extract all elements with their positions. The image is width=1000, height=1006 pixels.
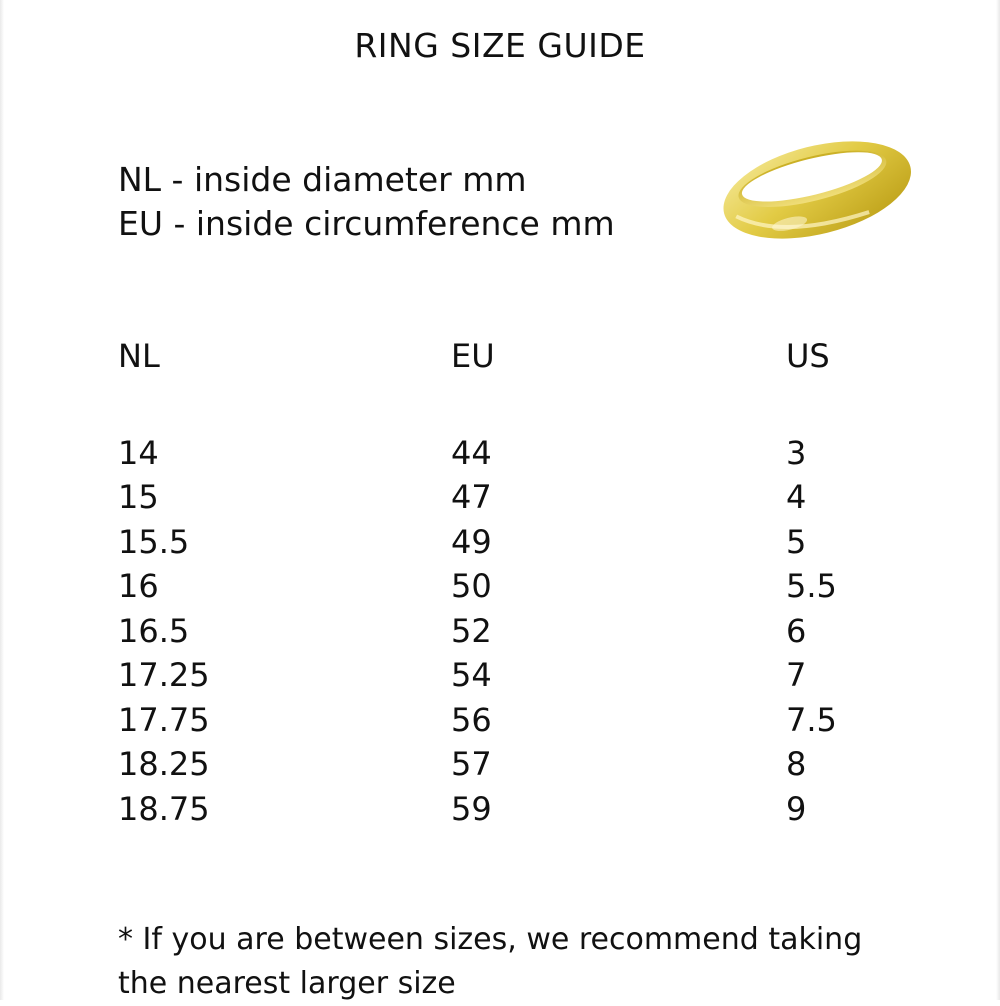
us-column-header: US [786,337,830,375]
us-cell: 9 [786,789,807,828]
eu-cell: 52 [451,611,492,650]
eu-cell: 56 [451,700,492,739]
nl-cell: 17.75 [118,700,210,739]
size-legend [118,158,615,246]
us-cell: 7.5 [786,700,837,739]
nl-cell: 14 [118,433,159,472]
eu-cell: 50 [451,567,492,605]
nl-cell: 16.5 [118,611,190,650]
eu-column [451,334,495,831]
us-cell: 8 [786,745,807,783]
eu-cell: 44 [451,433,492,472]
eu-cell: 59 [451,789,492,828]
us-column [786,334,837,831]
nl-column-header: NL [118,337,160,375]
sizing-note-line-1: * If you are between sizes, we recommend taking [118,922,863,957]
eu-cell: 49 [451,522,492,561]
eu-cell: 57 [451,745,492,783]
nl-column [118,334,210,831]
nl-cell: 16 [118,567,159,605]
us-cell: 7 [786,656,807,694]
eu-column-header: EU [451,337,495,375]
gold-ring-icon [712,124,922,254]
us-cell: 4 [786,478,807,516]
eu-cell: 47 [451,478,492,516]
us-cell: 5.5 [786,567,837,605]
sizing-note-line-2: the nearest larger size [118,966,456,1001]
right-page-edge [996,0,1000,1000]
nl-cell: 17.25 [118,656,210,694]
eu-cell: 54 [451,656,492,694]
us-cell: 3 [786,433,807,472]
page-title: RING SIZE GUIDE [354,26,646,65]
sizing-note [118,918,918,1006]
left-page-edge [0,0,4,1000]
legend-nl-definition: NL - inside diameter mm [118,160,527,199]
us-cell: 6 [786,611,807,650]
nl-cell: 15.5 [118,522,190,561]
nl-cell: 18.25 [118,745,210,783]
us-cell: 5 [786,522,807,561]
nl-cell: 18.75 [118,789,210,828]
nl-cell: 15 [118,478,159,516]
legend-eu-definition: EU - inside circumference mm [118,204,615,243]
